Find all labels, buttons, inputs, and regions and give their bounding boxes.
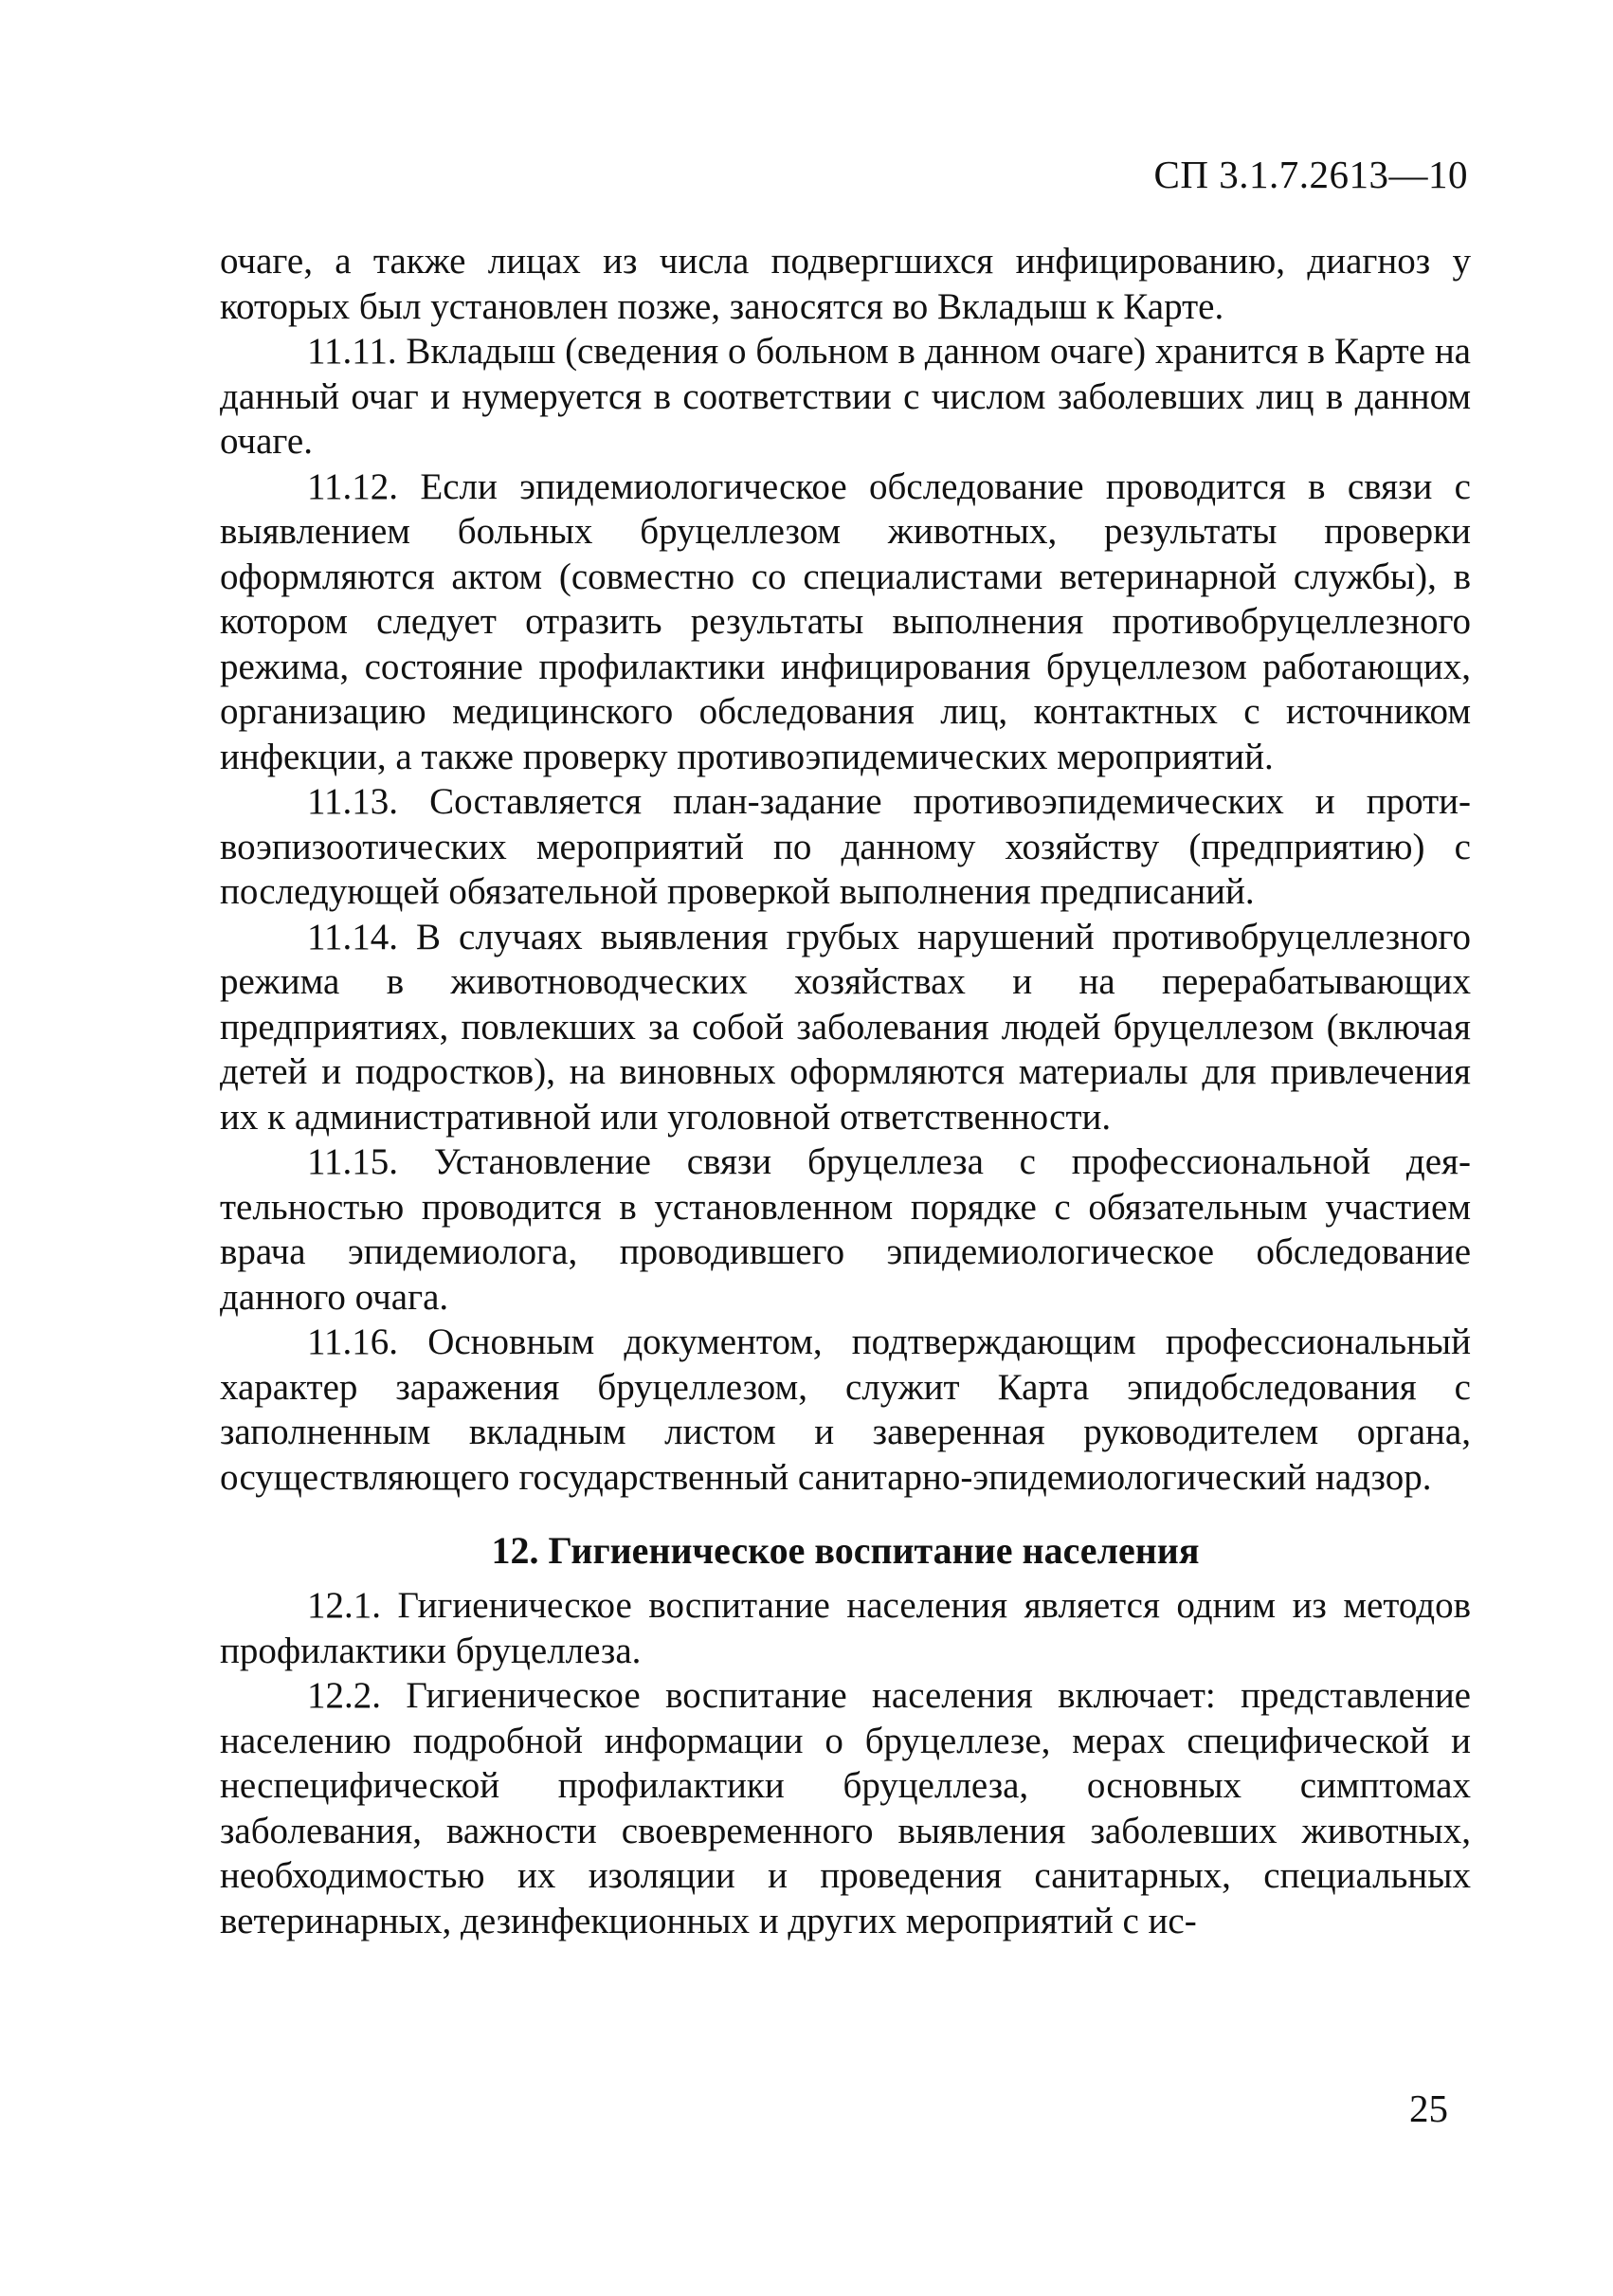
- page-body: [220, 239, 1471, 1943]
- page-number: 25: [1409, 2086, 1448, 2130]
- paragraph-11-15: 11.15. Установление связи бруцеллеза с профессиональной деятельностью проводится в установленном порядке с обязательным участием врача эпидемиолога, проводившего эпидемиологическое обследование данного очага.: [220, 1141, 1471, 1318]
- paragraph-12-1: 12.1. Гигиеническое воспитание населения является одним из методов профилактики бруцеллеза.: [220, 1585, 1471, 1671]
- paragraph-11-11: 11.11. Вкладыш (сведения о больном в данном очаге) хранится в Карте на данный очаг и нумеруется в соответствии с числом заболевших лиц в данном очаге.: [220, 331, 1471, 462]
- paragraph-11-13: 11.13. Составляется план-задание противоэпидемических и противоэпизоотических мероприятий по данному хозяйству (предприятию) с последующей обязательной проверкой выполнения предписаний.: [220, 781, 1471, 912]
- paragraph-continuation: очаге, а также лицах из числа подвергшихся инфицированию, диагноз у которых был установлен позже, заносятся во Вкладыш к Карте.: [220, 241, 1471, 327]
- paragraph-11-16: 11.16. Основным документом, подтверждающим профессиональный характер заражения бруцеллезом, служит Карта эпидобследования с заполненным вкладным листом и заверенная руководителем органа, осуществляющего государственный санитарно-эпидемиологический надзор.: [220, 1321, 1471, 1498]
- paragraph-12-2: 12.2. Гигиеническое воспитание населения включает: представление населению подробной информации о бруцеллезе, мерах специфической и неспецифической профилактики бруцеллеза, основных симптомах заболевания, важности своевременного выявления заболевших животных, необходимостью их изоляции и проведения санитарных, специальных ветеринарных, дезинфекционных и других мероприятий с ис-: [220, 1675, 1471, 1941]
- section-heading: 12. Гигиеническое воспитание населения: [491, 1529, 1200, 1572]
- paragraph-11-14: 11.14. В случаях выявления грубых нарушений противобруцеллезного режима в животноводческих хозяйствах и на перерабатывающих предприятиях, повлекших за собой заболевания людей бруцеллезом (включая детей и подростков), на виновных оформляются материалы для привлечения их к административной или уголовной ответственности.: [220, 916, 1471, 1138]
- running-header: СП 3.1.7.2613—10: [1153, 153, 1468, 196]
- paragraph-11-12: 11.12. Если эпидемиологическое обследование проводится в связи с выявлением больных бруцеллезом животных, результаты проверки оформляются актом (совместно со специалистами ветеринарной службы), в котором следует отразить результаты выполнения противобруцеллезного режима, состояние профилактики инфицирования бруцеллезом работающих, организацию медицинского обследования лиц, контактных с источником инфекции, а также проверку противоэпидемических мероприятий.: [220, 465, 1471, 777]
